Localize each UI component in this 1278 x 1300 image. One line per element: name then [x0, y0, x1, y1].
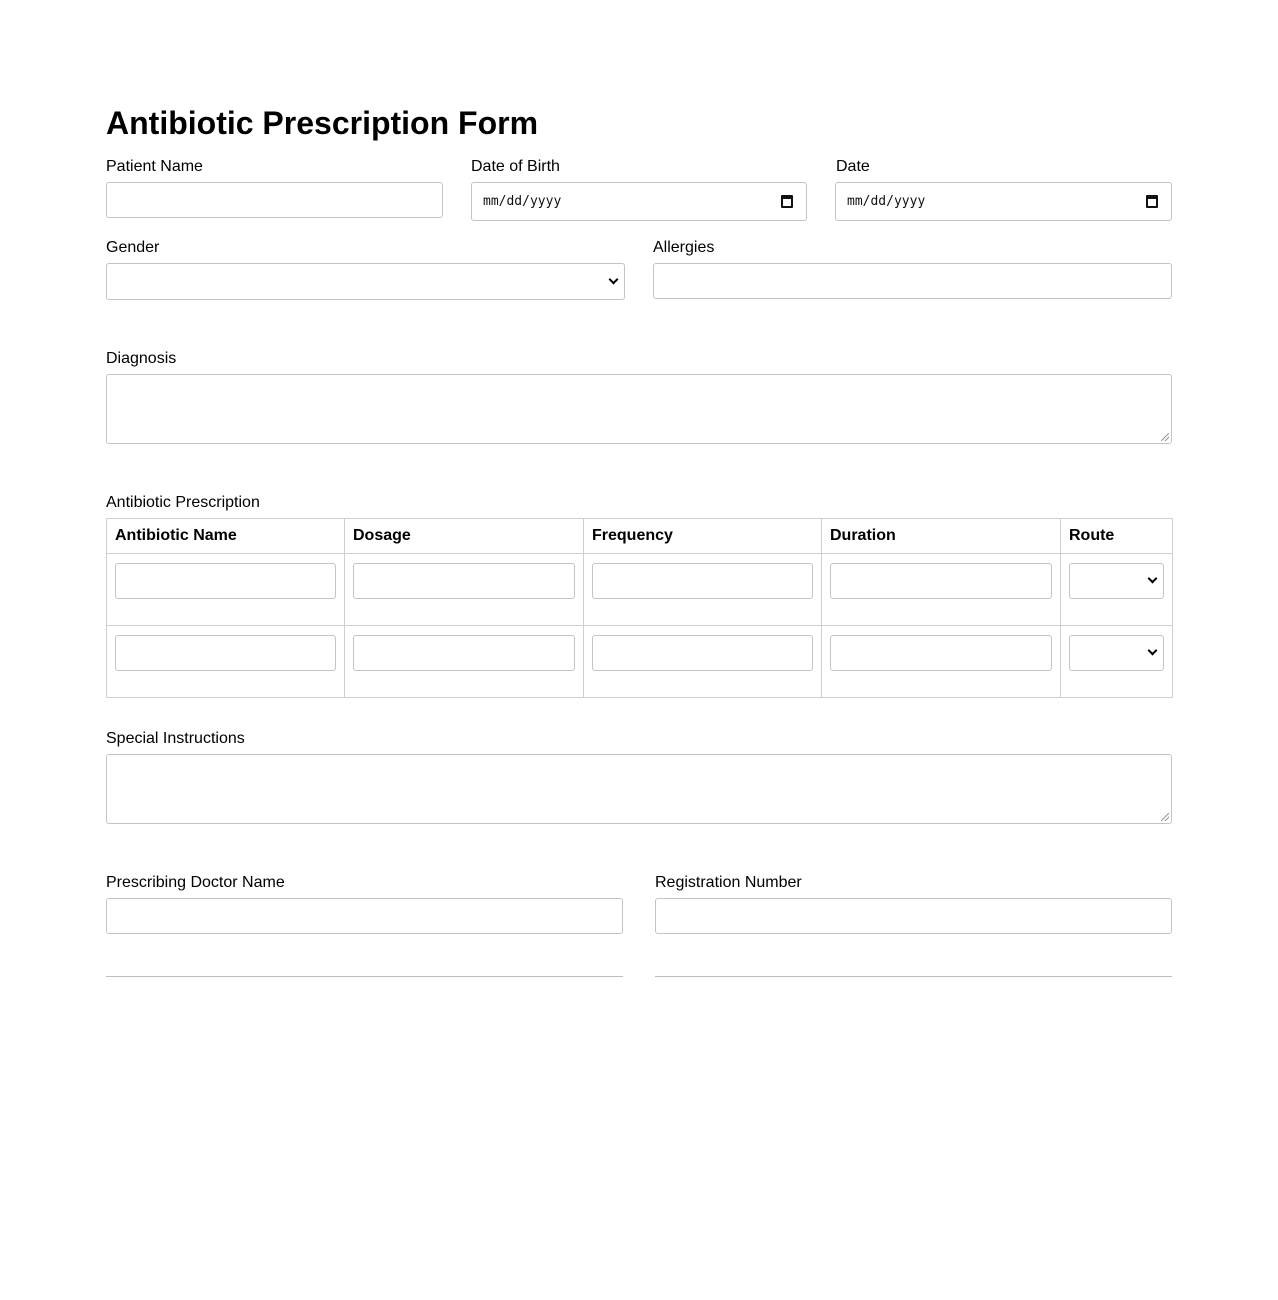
dob-label: Date of Birth: [471, 158, 560, 175]
prescription-table: [106, 518, 1173, 698]
duration-input[interactable]: [830, 563, 1052, 599]
table-row: [107, 626, 1173, 698]
diagnosis-label: Diagnosis: [106, 350, 177, 367]
dob-placeholder: mm/dd/yyyy: [483, 194, 562, 209]
allergies-input[interactable]: [653, 263, 1172, 299]
doctor-name-label: Prescribing Doctor Name: [106, 874, 285, 891]
date-input[interactable]: [835, 182, 1172, 221]
prescription-section-label: Antibiotic Prescription: [106, 494, 260, 511]
chevron-down-icon: [1148, 646, 1158, 656]
table-cell: [822, 554, 1061, 626]
column-header-antibiotic-name: Antibiotic Name: [107, 519, 345, 554]
table-cell: [107, 554, 345, 626]
table-header-row: [107, 519, 1173, 554]
column-header-dosage: Dosage: [345, 519, 584, 554]
doctor-name-input[interactable]: [106, 898, 623, 934]
allergies-label: Allergies: [653, 239, 715, 256]
table-cell: [1061, 626, 1173, 698]
column-header-route: Route: [1061, 519, 1173, 554]
resize-grip-icon[interactable]: [1161, 433, 1169, 441]
table-cell: [584, 626, 822, 698]
table-cell: [345, 554, 584, 626]
antibiotic-name-input[interactable]: [115, 635, 336, 671]
column-header-frequency: Frequency: [584, 519, 822, 554]
date-label: Date: [836, 158, 870, 175]
patient-name-input[interactable]: [106, 182, 443, 218]
route-select[interactable]: [1069, 563, 1164, 599]
registration-number-label: Registration Number: [655, 874, 802, 891]
frequency-input[interactable]: [592, 563, 813, 599]
dob-input[interactable]: [471, 182, 807, 221]
table-cell: [584, 554, 822, 626]
doctor-signature-line: [106, 976, 623, 977]
table-row: [107, 554, 1173, 626]
route-select[interactable]: [1069, 635, 1164, 671]
frequency-input[interactable]: [592, 635, 813, 671]
table-cell: [822, 626, 1061, 698]
special-instructions-textarea[interactable]: [106, 754, 1172, 824]
table-cell: [345, 626, 584, 698]
chevron-down-icon: [1148, 574, 1158, 584]
special-instructions-label: Special Instructions: [106, 730, 245, 747]
gender-select[interactable]: [106, 263, 625, 300]
calendar-icon[interactable]: [781, 195, 793, 208]
dosage-input[interactable]: [353, 635, 575, 671]
table-cell: [1061, 554, 1173, 626]
antibiotic-name-input[interactable]: [115, 563, 336, 599]
registration-signature-line: [655, 976, 1172, 977]
registration-number-input[interactable]: [655, 898, 1172, 934]
date-placeholder: mm/dd/yyyy: [847, 194, 926, 209]
chevron-down-icon: [609, 275, 619, 285]
diagnosis-textarea[interactable]: [106, 374, 1172, 444]
page-title: Antibiotic Prescription Form: [106, 105, 539, 141]
duration-input[interactable]: [830, 635, 1052, 671]
resize-grip-icon[interactable]: [1161, 813, 1169, 821]
column-header-duration: Duration: [822, 519, 1061, 554]
patient-name-label: Patient Name: [106, 158, 203, 175]
dosage-input[interactable]: [353, 563, 575, 599]
calendar-icon[interactable]: [1146, 195, 1158, 208]
table-cell: [107, 626, 345, 698]
gender-label: Gender: [106, 239, 160, 256]
